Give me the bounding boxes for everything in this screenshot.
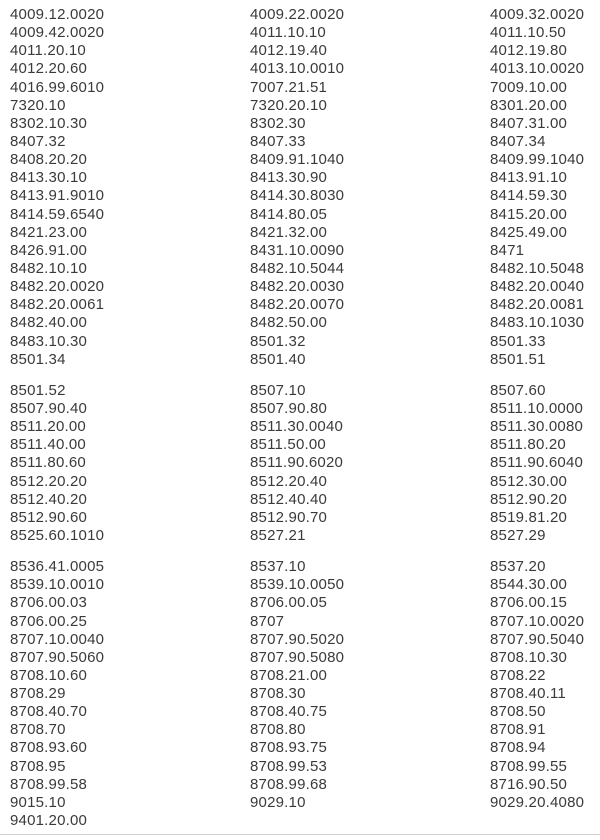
hts-code: 4012.19.40 — [250, 42, 328, 60]
hts-code: 8501.40 — [250, 350, 306, 368]
hts-code: 8708.40.75 — [250, 703, 328, 721]
hts-code: 8301.20.00 — [490, 96, 568, 114]
hts-code: 9401.20.00 — [10, 812, 88, 830]
code-group — [490, 382, 598, 545]
hts-code: 8708.80 — [250, 721, 306, 739]
hts-code: 8511.90.6020 — [250, 454, 344, 472]
hts-code: 8409.99.1040 — [490, 151, 585, 169]
hts-code: 8501.33 — [490, 332, 546, 350]
hts-code: 8706.00.25 — [10, 612, 88, 630]
hts-code: 8482.10.10 — [10, 259, 88, 277]
hts-code: 8483.10.1030 — [490, 314, 585, 332]
hts-code: 8708.40.11 — [490, 685, 566, 703]
hts-code: 8539.10.0050 — [250, 576, 345, 594]
code-column-2 — [250, 6, 485, 812]
hts-code: 8413.91.9010 — [10, 187, 105, 205]
hts-code: 8302.30 — [250, 114, 306, 132]
hts-code: 4012.19.80 — [490, 42, 568, 60]
hts-code: 8708.21.00 — [250, 666, 328, 684]
code-group — [250, 6, 485, 369]
hts-code: 8407.32 — [10, 132, 66, 150]
hts-code: 8537.20 — [490, 558, 546, 576]
hts-code: 7007.21.51 — [250, 78, 328, 96]
hts-code: 8482.10.5048 — [490, 259, 585, 277]
hts-code: 4013.10.0010 — [250, 60, 345, 78]
hts-code: 8482.20.0020 — [10, 278, 105, 296]
code-group — [10, 558, 245, 830]
bottom-divider — [0, 834, 600, 835]
hts-code: 9029.10 — [250, 793, 306, 811]
hts-code: 8407.34 — [490, 132, 546, 150]
hts-code: 8482.50.00 — [250, 314, 328, 332]
hts-code: 8708.99.68 — [250, 775, 328, 793]
hts-code: 8708.70 — [10, 721, 66, 739]
hts-code: 8407.33 — [250, 132, 306, 150]
hts-code: 8708.99.53 — [250, 757, 328, 775]
hts-code: 8413.30.10 — [10, 169, 88, 187]
hts-code: 8716.90.50 — [490, 775, 568, 793]
hts-code: 4013.10.0020 — [490, 60, 585, 78]
hts-code: 8482.40.00 — [10, 314, 88, 332]
hts-code: 8511.30.0040 — [250, 418, 344, 436]
hts-code: 9029.20.4080 — [490, 793, 585, 811]
hts-code: 8414.59.6540 — [10, 205, 105, 223]
hts-code: 4016.99.6010 — [10, 78, 105, 96]
hts-code: 8511.20.00 — [10, 418, 86, 436]
hts-code: 8507.90.80 — [250, 399, 328, 417]
hts-code: 8511.50.00 — [250, 436, 326, 454]
hts-code: 8407.31.00 — [490, 114, 568, 132]
code-group — [250, 382, 485, 545]
code-column-1 — [10, 6, 245, 830]
hts-code: 8708.22 — [490, 666, 546, 684]
hts-code: 8512.20.20 — [10, 472, 88, 490]
hts-code: 8708.99.55 — [490, 757, 568, 775]
hts-code: 8511.30.0080 — [490, 418, 584, 436]
hts-code: 4011.10.10 — [250, 24, 326, 42]
hts-code: 8501.32 — [250, 332, 306, 350]
hts-code: 8707.90.5080 — [250, 648, 345, 666]
hts-code: 8507.10 — [250, 381, 306, 399]
hts-code: 8414.59.30 — [490, 187, 568, 205]
hts-code: 7009.10.00 — [490, 78, 568, 96]
hts-code: 8482.20.0030 — [250, 278, 345, 296]
hts-code: 8708.94 — [490, 739, 546, 757]
hts-code: 8413.91.10 — [490, 169, 568, 187]
code-group — [10, 382, 245, 545]
hts-code: 8539.10.0010 — [10, 576, 105, 594]
hts-code: 8483.10.30 — [10, 332, 88, 350]
hts-code: 4011.20.10 — [10, 42, 86, 60]
hts-code: 8501.51 — [490, 350, 546, 368]
hts-code: 8471 — [490, 241, 525, 259]
hts-code: 8511.80.60 — [10, 454, 86, 472]
hts-code: 8708.30 — [250, 685, 306, 703]
hts-code: 8415.20.00 — [490, 205, 568, 223]
hts-code: 8414.80.05 — [250, 205, 328, 223]
hts-code: 8707.10.0040 — [10, 630, 105, 648]
hts-code: 8409.91.1040 — [250, 151, 345, 169]
hts-code: 8511.90.6040 — [490, 454, 584, 472]
hts-code: 8707.90.5020 — [250, 630, 345, 648]
hts-code: 9015.10 — [10, 793, 66, 811]
hts-code: 8708.91 — [490, 721, 546, 739]
hts-code: 8706.00.05 — [250, 594, 328, 612]
hts-code: 8708.95 — [10, 757, 66, 775]
hts-code: 4011.10.50 — [490, 24, 566, 42]
hts-code: 8512.40.40 — [250, 490, 328, 508]
hts-code: 8527.21 — [250, 526, 306, 544]
hts-code: 8408.20.20 — [10, 151, 88, 169]
hts-code: 8707.90.5040 — [490, 630, 585, 648]
hts-code: 8512.30.00 — [490, 472, 568, 490]
hts-code: 8426.91.00 — [10, 241, 88, 259]
hts-code: 8512.20.40 — [250, 472, 328, 490]
hts-code: 8511.40.00 — [10, 436, 86, 454]
hts-code: 8507.90.40 — [10, 399, 88, 417]
hts-code: 8482.10.5044 — [250, 259, 345, 277]
hts-code: 8431.10.0090 — [250, 241, 345, 259]
hts-code: 4012.20.60 — [10, 60, 88, 78]
hts-code: 8482.20.0081 — [490, 296, 585, 314]
hts-code: 8501.34 — [10, 350, 66, 368]
hts-code: 8511.80.20 — [490, 436, 566, 454]
code-column-3 — [490, 6, 598, 812]
hts-code: 8706.00.03 — [10, 594, 88, 612]
hts-code: 8708.50 — [490, 703, 546, 721]
hts-code: 8708.10.30 — [490, 648, 568, 666]
hts-code: 8525.60.1010 — [10, 526, 105, 544]
code-group — [490, 558, 598, 812]
hts-code: 8527.29 — [490, 526, 546, 544]
hts-code: 8425.49.00 — [490, 223, 568, 241]
hts-code: 8544.30.00 — [490, 576, 568, 594]
hts-code: 8482.20.0070 — [250, 296, 345, 314]
hts-code: 8708.40.70 — [10, 703, 88, 721]
hts-code: 4009.32.0020 — [490, 6, 585, 23]
hts-code: 8421.32.00 — [250, 223, 328, 241]
hts-code: 8706.00.15 — [490, 594, 568, 612]
hts-code: 4009.12.0020 — [10, 6, 105, 23]
hts-code: 8536.41.0005 — [10, 558, 105, 576]
hts-code: 8707.10.0020 — [490, 612, 585, 630]
hts-code: 8512.90.20 — [490, 490, 568, 508]
hts-code: 8708.93.60 — [10, 739, 88, 757]
hts-code: 8413.30.90 — [250, 169, 328, 187]
hts-code: 8512.40.20 — [10, 490, 88, 508]
hts-code: 8708.99.58 — [10, 775, 88, 793]
hts-code: 8707 — [250, 612, 285, 630]
hts-code: 8537.10 — [250, 558, 306, 576]
hts-code: 8482.20.0061 — [10, 296, 105, 314]
code-group — [10, 6, 245, 369]
code-group — [490, 6, 598, 369]
hts-code: 8708.29 — [10, 685, 66, 703]
hts-code: 4009.42.0020 — [10, 24, 105, 42]
hts-code: 7320.10 — [10, 96, 66, 114]
hts-code: 7320.20.10 — [250, 96, 328, 114]
hts-code: 8507.60 — [490, 381, 546, 399]
hts-code: 8708.93.75 — [250, 739, 328, 757]
hts-code: 8707.90.5060 — [10, 648, 105, 666]
hts-code: 8519.81.20 — [490, 508, 568, 526]
hts-code: 8421.23.00 — [10, 223, 88, 241]
hts-code: 8511.10.0000 — [490, 399, 584, 417]
hts-code: 4009.22.0020 — [250, 6, 345, 23]
hts-code: 8302.10.30 — [10, 114, 88, 132]
hts-code: 8414.30.8030 — [250, 187, 345, 205]
hts-code: 8512.90.60 — [10, 508, 88, 526]
code-group — [250, 558, 485, 812]
hts-code: 8708.10.60 — [10, 666, 88, 684]
hts-code: 8482.20.0040 — [490, 278, 585, 296]
hts-code: 8512.90.70 — [250, 508, 328, 526]
hts-code: 8501.52 — [10, 381, 66, 399]
